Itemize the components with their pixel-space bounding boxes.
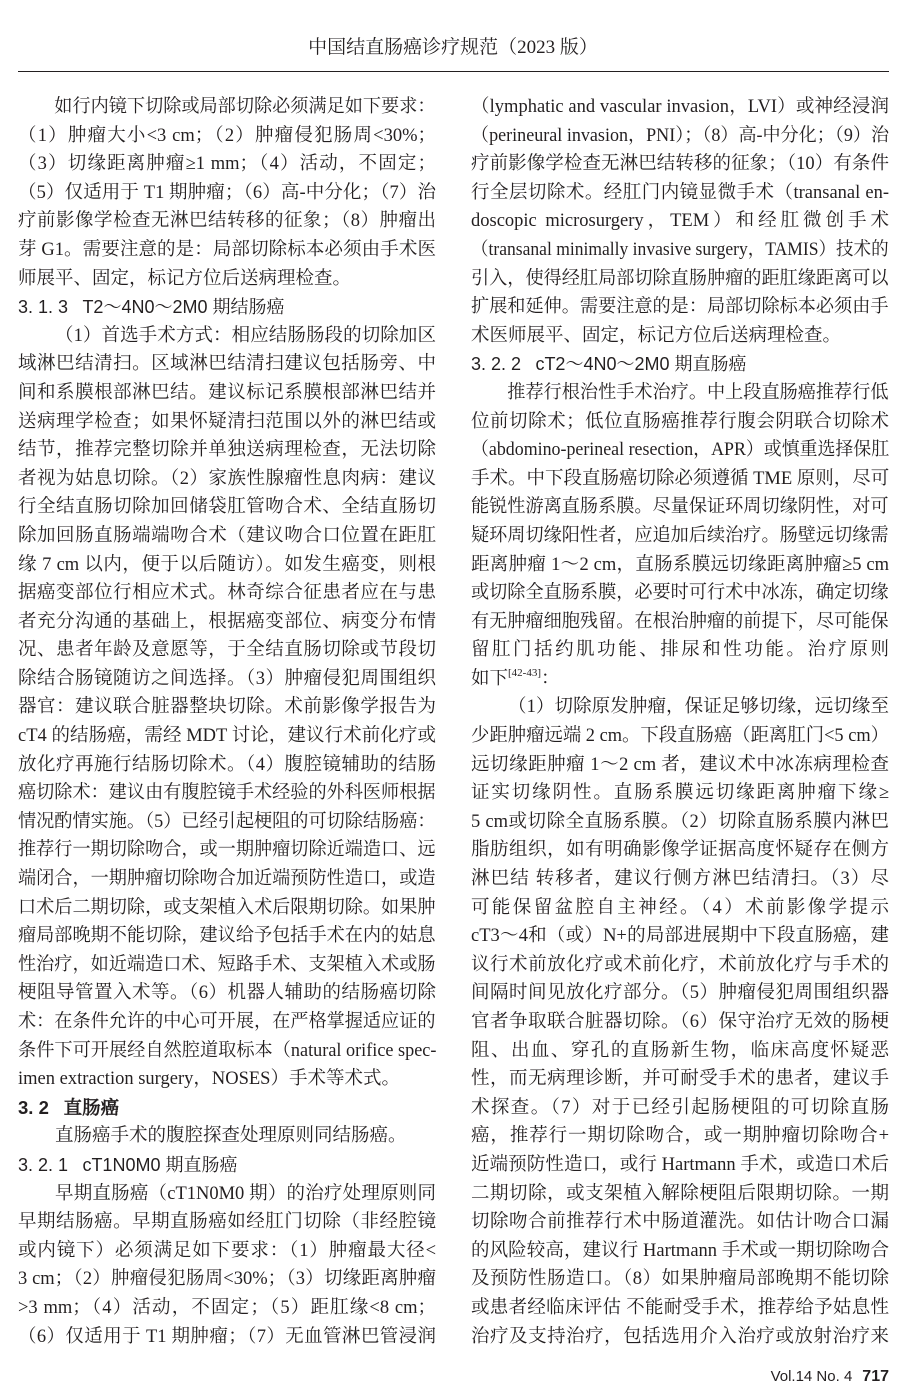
- heading-number: 3. 2: [18, 1096, 49, 1118]
- text-line: 如行内镜下切除或局部切除必须满足如下要求：: [54, 97, 436, 117]
- text-line: 况、患者年龄及意愿等，于全结直肠切除或节段切: [18, 640, 436, 661]
- paragraph: [471, 693, 889, 1351]
- text-segment: 如下: [471, 668, 509, 689]
- text-line: 的风险较高，建议行 Hartmann 手术或一期切除吻合: [471, 1240, 889, 1261]
- text-line: （transanal minimally invasive surgery，TAMIS）技术的: [471, 239, 889, 260]
- text-line: 器官：建议联合脏器整块切除。术前影像学报告为: [18, 697, 436, 718]
- paragraph: [18, 1180, 436, 1352]
- text-line: 少距肿瘤远端 2 cm。下段直肠癌（距离肛门<5 cm）: [471, 726, 889, 747]
- text-line: 术探查。（7）对于已经引起肠梗阻的可切除直肠: [471, 1097, 889, 1118]
- text-line: 疗前影像学检查无淋巴结转移的征象；（10）有条件: [471, 154, 889, 175]
- right-text-column: [471, 93, 889, 1353]
- paragraph: [18, 93, 436, 293]
- text-line: 或切除全直肠系膜，必要时可行术中冰冻，确定切缘: [471, 583, 889, 604]
- text-line: 瘤局部晚期不能切除，建议给予包括手术在内的姑息: [18, 926, 436, 947]
- header-divider: [18, 71, 889, 72]
- text-line: （1）切除原发肿瘤，保证足够切缘，远切缘至: [508, 697, 889, 718]
- text-line: 证实切缘阴性。直肠系膜远切缘距离肿瘤下缘≥: [471, 783, 889, 804]
- text-line: 送病理学检查；如果怀疑清扫范围以外的淋巴结或: [18, 411, 436, 432]
- text-line: 直肠癌手术的腹腔探查处理原则同结肠癌。: [55, 1126, 407, 1147]
- text-line: 治疗及支持治疗，包括选用介入治疗或放射治疗来: [471, 1326, 889, 1347]
- text-line: 及预防性肠造口。（8）如果肿瘤局部晚期不能切除: [471, 1269, 889, 1290]
- text-line: 手术。中下段直肠癌切除必须遵循 TME 原则，尽可: [471, 468, 889, 489]
- text-line: 行全层切除术。经肛门内镜显微手术（transanal en-: [471, 182, 889, 203]
- section-heading: [18, 293, 436, 322]
- text-line: 位前切除术；低位直肠癌推荐行腹会阴联合切除术: [471, 411, 889, 432]
- paragraph: [471, 93, 889, 350]
- text-segment: ：: [541, 668, 560, 689]
- text-line: （1）首选手术方式：相应结肠肠段的切除加区: [55, 325, 436, 346]
- heading-title: 直肠癌: [63, 1096, 120, 1118]
- section-heading: [18, 1151, 436, 1180]
- text-line: 议行术前放化疗或术前化疗，术前放化疗与手术的: [471, 954, 889, 975]
- running-title: 中国结直肠癌诊疗规范（2023 版）: [308, 37, 598, 58]
- text-line: 有无肿瘤细胞残留。在根治肿瘤的前提下，尽可能保: [471, 611, 889, 632]
- text-line: 早期结肠癌。早期直肠癌如经肛门切除（非经腔镜: [18, 1212, 436, 1233]
- citation-superscript: [42-43]: [508, 666, 542, 679]
- text-line: 芽 G1。需要注意的是：局部切除标本必须由手术医: [18, 239, 436, 260]
- text-line: 性，而无病理诊断，并可耐受手术的患者，建议手: [471, 1069, 889, 1090]
- page-footer: [771, 1366, 889, 1388]
- text-line: （abdomino-perineal resection，APR）或慎重选择保肛: [471, 440, 889, 461]
- section-heading: [18, 1094, 436, 1123]
- text-line: 疗前影像学检查无淋巴结转移的征象；（8）肿瘤出: [18, 211, 436, 232]
- text-line: 术：在条件允许的中心可开展，在严格掌握适应证的: [18, 1012, 436, 1032]
- text-line: 端闭合，一期肿瘤切除吻合加近端预防性造口，或造: [18, 869, 436, 890]
- text-line: 脂肪组织，如有明确影像学证据高度怀疑存在侧方: [471, 840, 889, 861]
- text-line: 除结合肠镜随访之间选择。（3）肿瘤侵犯周围组织: [18, 668, 436, 689]
- paragraph: [18, 1122, 436, 1151]
- text-line: 距离肿瘤 1～2 cm，直肠系膜远切缘距离肿瘤≥5 cm: [471, 554, 889, 575]
- text-line: 行全结直肠切除加回储袋肛管吻合术、全结直肠切: [18, 497, 436, 518]
- heading-number: 3. 1. 3: [18, 297, 69, 318]
- text-line: 扩展和延伸。需要注意的是：局部切除标本必须由手: [471, 297, 889, 318]
- text-line: 情况酌情实施。（5）已经引起梗阻的可切除结肠癌：: [18, 811, 436, 832]
- left-text-column: [18, 93, 436, 1353]
- text-line: 阻、出血、穿孔的直肠新生物，临床高度怀疑恶: [471, 1040, 889, 1061]
- text-line: 推荐行根治性手术治疗。中上段直肠癌推荐行低: [507, 382, 889, 403]
- text-line: 除加回肠直肠端端吻合术（建议吻合口位置在距肛: [18, 525, 436, 546]
- text-line: （5）仅适用于 T1 期肿瘤；（6）高-中分化；（7）治: [18, 182, 436, 203]
- text-line: 条件下可开展经自然腔道取标本（natural orifice spec-: [18, 1040, 436, 1061]
- text-line: 官者争取联合脏器切除。（6）保守治疗无效的肠梗: [471, 1012, 889, 1032]
- text-line: 5 cm或切除全直肠系膜。（2）切除直肠系膜内淋巴: [471, 811, 889, 832]
- text-line: （1）肿瘤大小<3 cm；（2）肿瘤侵犯肠周<30%；: [18, 125, 436, 146]
- text-line: 性治疗，如近端造口术、短路手术、支架植入术或肠: [18, 954, 436, 975]
- text-line: 间和系膜根部淋巴结。建议标记系膜根部淋巴结并: [18, 382, 436, 403]
- text-line: 能锐性游离直肠系膜。尽量保证环周切缘阴性，对可: [471, 497, 889, 518]
- text-line: 癌，推荐行一期切除吻合，或一期肿瘤切除吻合+: [471, 1126, 889, 1147]
- heading-title: cT2～4N0～2M0 期直肠癌: [535, 354, 747, 375]
- heading-number: 3. 2. 2: [471, 354, 522, 375]
- text-line: 癌切除术：建议由有腹腔镜手术经验的外科医师根据: [18, 783, 436, 804]
- heading-number: 3. 2. 1: [18, 1154, 69, 1175]
- volume-issue: Vol.14 No. 4: [770, 1368, 853, 1385]
- text-line: 远切缘距肿瘤 1～2 cm 者，建议术中冰冻病理检查: [471, 754, 889, 775]
- text-line: 可能保留盆腔自主神经。（4）术前影像学提示: [471, 897, 889, 918]
- page-number: 717: [862, 1368, 889, 1385]
- text-line: doscopic microsurgery，TEM）和经肛微创手术: [471, 211, 889, 232]
- text-line: 放化疗再施行结肠切除术。（4）腹腔镜辅助的结肠: [18, 754, 436, 775]
- text-line: 或患者经临床评估 不能耐受手术，推荐给予姑息性: [471, 1297, 889, 1318]
- text-line: （6）仅适用于 T1 期肿瘤；（7）无血管淋巴管浸润: [18, 1326, 436, 1347]
- text-line: 早期直肠癌（cT1N0M0 期）的治疗处理原则同: [55, 1183, 436, 1204]
- text-line: 留肛门括约肌功能、排尿和性功能。治疗原则: [471, 640, 889, 661]
- heading-title: T2～4N0～2M0 期结肠癌: [82, 297, 285, 318]
- text-line: （3）切缘距离肿瘤≥1 mm；（4）活动，不固定；: [18, 154, 436, 175]
- text-line: （lymphatic and vascular invasion，LVI）或神经浸润: [471, 97, 889, 117]
- text-line: >3 mm；（4）活动，不固定；（5）距肛缘<8 cm；: [18, 1297, 436, 1318]
- text-line: imen extraction surgery，NOSES）手术等术式。: [18, 1069, 400, 1090]
- text-line: 缘 7 cm 以内，便于以后随访）。如发生癌变，则根: [18, 554, 436, 575]
- text-line: 3 cm；（2）肿瘤侵犯肠周<30%；（3）切缘距离肿瘤: [18, 1269, 436, 1290]
- text-line: [471, 665, 889, 694]
- paragraph: [18, 322, 436, 1094]
- text-line: 疑环周切缘阳性者，应追加后续治疗。肠壁远切缘需: [471, 525, 889, 546]
- text-line: cT4 的结肠癌，需经 MDT 讨论，建议行术前化疗或: [18, 726, 436, 747]
- text-line: 域淋巴结清扫。区域淋巴结清扫建议包括肠旁、中: [18, 354, 436, 375]
- text-line: 近端预防性造口，或行 Hartmann 手术，或造口术后: [471, 1154, 889, 1175]
- section-heading: [471, 350, 889, 379]
- text-line: 二期切除，或支架植入解除梗阻后限期切除。一期: [471, 1183, 889, 1204]
- text-line: 切除吻合前推荐行术中肠道灌洗。如估计吻合口漏: [471, 1212, 889, 1233]
- paragraph: [471, 379, 889, 694]
- text-line: 推荐行一期切除吻合，或一期肿瘤切除近端造口、远: [18, 840, 436, 861]
- text-line: （perineural invasion，PNI）；（8）高-中分化；（9）治: [471, 125, 889, 146]
- text-line: 术医师展平、固定，标记方位后送病理检查。: [471, 325, 842, 346]
- text-line: 梗阻导管置入术等。（6）机器人辅助的结肠癌切除: [18, 983, 436, 1004]
- text-line: 据癌变部位行相应术式。林奇综合征患者应在与患: [18, 583, 436, 604]
- text-line: 者视为姑息切除。（2）家族性腺瘤性息肉病：建议: [18, 468, 436, 489]
- text-line: 或内镜下）必须满足如下要求：（1）肿瘤最大径<: [18, 1240, 436, 1261]
- heading-title: cT1N0M0 期直肠癌: [82, 1154, 238, 1175]
- text-line: 口术后二期切除，或支架植入术后限期切除。如果肿: [18, 897, 436, 918]
- text-line: cT3～4和（或）N+的局部进展期中下段直肠癌，建: [471, 926, 889, 947]
- text-line: 间隔时间见放化疗部分。（5）肿瘤侵犯周围组织器: [471, 983, 889, 1004]
- text-line: 引入，使得经肛局部切除直肠肿瘤的距肛缘距离可以: [471, 268, 889, 289]
- text-line: 结节，推荐完整切除并单独送病理检查，无法切除: [18, 440, 436, 461]
- text-line: 者充分沟通的基础上，根据癌变部位、病变分布情: [18, 611, 436, 632]
- text-line: 师展平、固定，标记方位后送病理检查。: [18, 268, 352, 289]
- text-line: 淋巴结 转移者，建议行侧方淋巴结清扫。（3）尽: [471, 869, 889, 890]
